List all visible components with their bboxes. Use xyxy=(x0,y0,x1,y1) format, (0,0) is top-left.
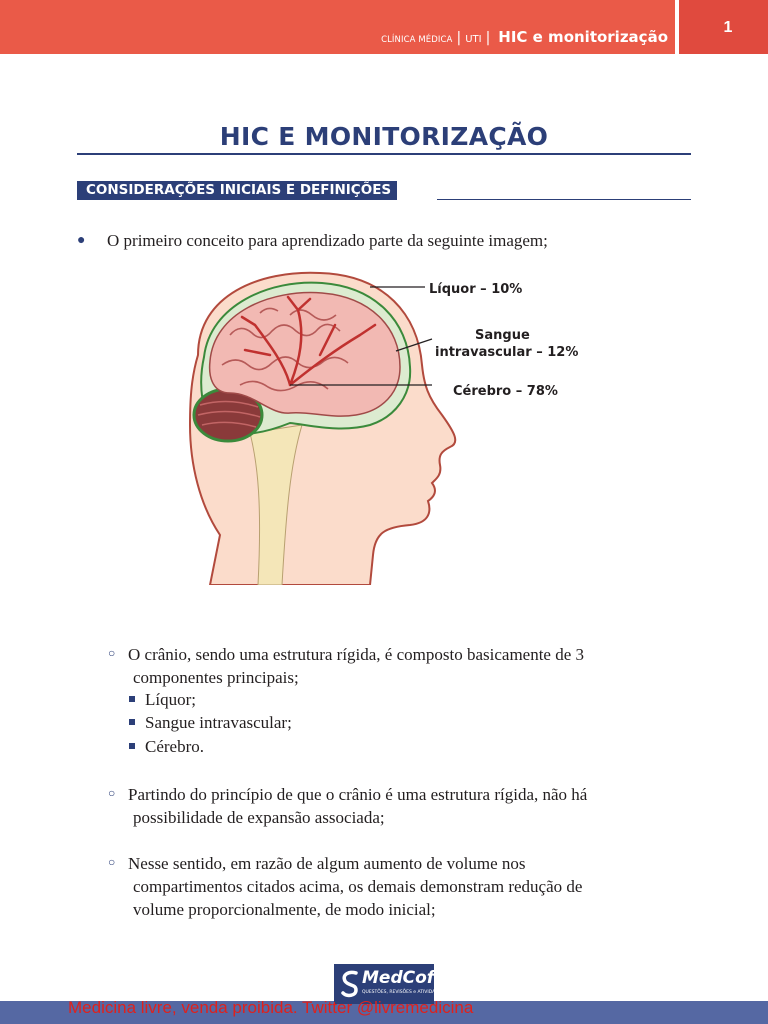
circle-bullet-icon: ○ xyxy=(108,855,116,869)
section-underline xyxy=(437,199,691,200)
header-separator-2: | xyxy=(485,30,491,46)
page-title: HIC E MONITORIZAÇÃO xyxy=(219,122,549,151)
header-breadcrumb xyxy=(381,28,668,46)
watermark-text: Medicina livre, venda proibida. Twitter @livremedicina xyxy=(68,998,474,1017)
list-item: Sangue intravascular; xyxy=(145,713,292,732)
list-item: Líquor; xyxy=(145,690,196,709)
sub-bullet-3-line2: compartimentos citados acima, os demais demonstram redução de xyxy=(133,877,583,896)
bullet-dot-icon: ● xyxy=(77,233,86,248)
brain-figure xyxy=(170,265,590,585)
page-number: 1 xyxy=(723,19,733,36)
sub-bullet-3-line3: volume proporcionalmente, de modo inicial; xyxy=(133,900,436,919)
sub-bullet-1-line2: componentes principais; xyxy=(133,668,299,687)
sub-bullet-2-line2: possibilidade de expansão associada; xyxy=(133,808,385,827)
sub-bullet-2-line1: Partindo do princípio de que o crânio é uma estrutura rígida, não há xyxy=(128,785,588,804)
header-subsection: UTI xyxy=(465,34,482,45)
sub-bullet-3-line1: Nesse sentido, em razão de algum aumento de volume nos xyxy=(128,854,526,873)
medcof-logo-icon xyxy=(340,969,360,999)
circle-bullet-icon: ○ xyxy=(108,646,116,660)
square-bullet-icon xyxy=(129,743,135,749)
header-section: CLÍNICA MÉDICA xyxy=(381,35,453,45)
square-bullet-icon xyxy=(129,719,135,725)
medcof-logo-subtext: QUESTÕES, REVISÕES e ATIVIDADES xyxy=(362,990,445,995)
title-underline xyxy=(77,153,691,155)
square-bullet-icon xyxy=(129,696,135,702)
section-heading: CONSIDERAÇÕES INICIAIS E DEFINIÇÕES xyxy=(77,181,397,200)
medcof-logo-text: MedCof xyxy=(362,968,435,988)
sub-bullet-1-line1: O crânio, sendo uma estrutura rígida, é composto basicamente de 3 xyxy=(128,645,585,664)
bullet-text-1: O primeiro conceito para aprendizado parte da seguinte imagem; xyxy=(107,231,548,250)
label-cerebro: Cérebro – 78% xyxy=(453,384,558,399)
label-sangue-line2: intravascular – 12% xyxy=(435,345,579,360)
list-item: Cérebro. xyxy=(145,737,205,756)
label-sangue-line1: Sangue xyxy=(475,328,530,343)
circle-bullet-icon: ○ xyxy=(108,786,116,800)
header-title: HIC e monitorização xyxy=(498,28,668,46)
header-separator: | xyxy=(456,30,462,46)
label-liquor: Líquor – 10% xyxy=(429,282,523,297)
